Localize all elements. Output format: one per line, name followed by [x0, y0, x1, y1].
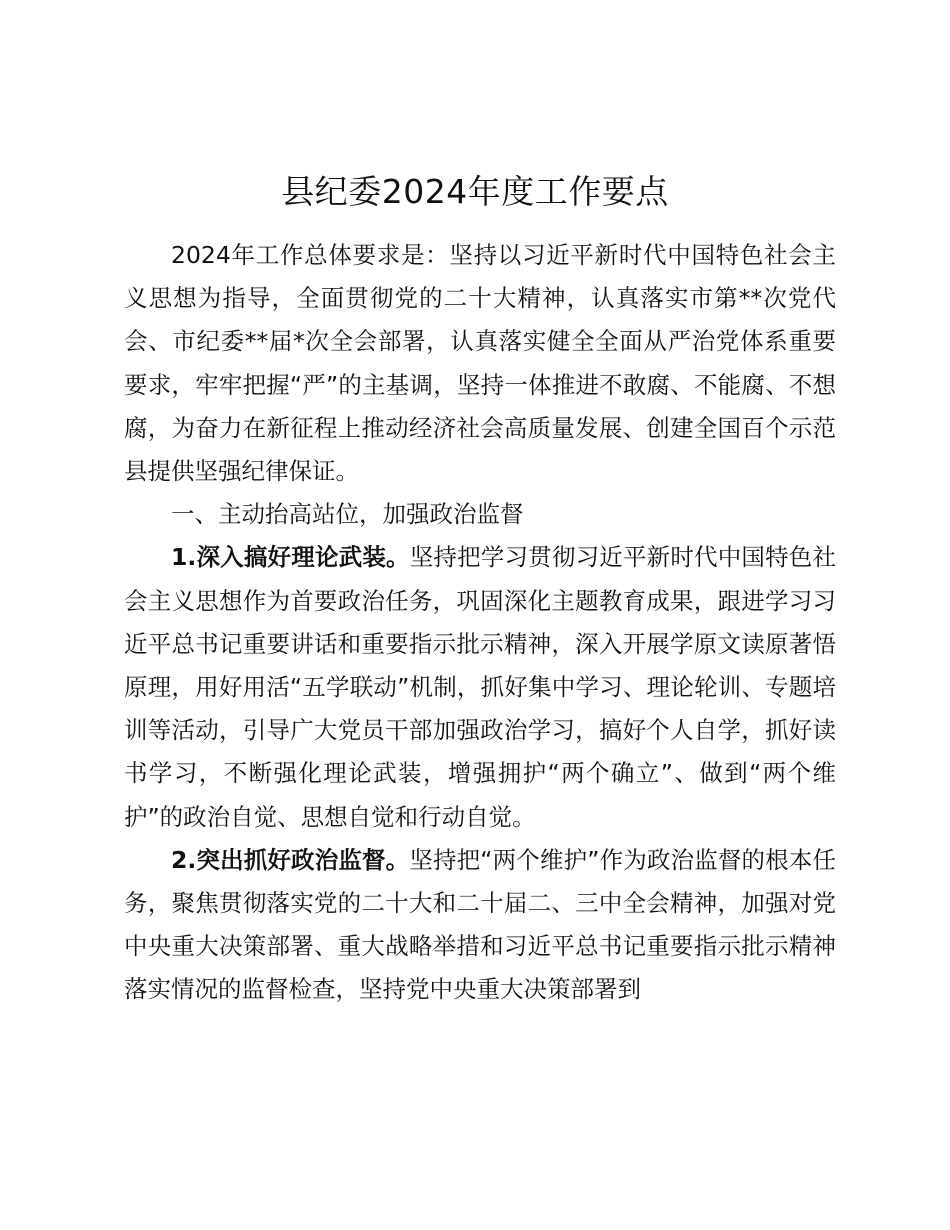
paragraph-text: 坚持把学习贯彻习近平新时代中国特色社会主义思想作为首要政治任务，巩固深化主题教育成果，跟进学习习近平总书记重要讲话和重要指示批示精神，深入开展学原文读原著悟原理，用好用活“五学联动”机制，抓好集中学习、理论轮训、专题培训等活动，引导广大党员干部加强政治学习，搞好个人自学，抓好读书学习，不断强化理论武装，增强拥护“两个确立”、做到“两个维护”的政治自觉、思想自觉和行动自觉。: [124, 543, 837, 831]
paragraph-item-2: [124, 839, 836, 1012]
paragraph-text: 2024年工作总体要求是：坚持以习近平新时代中国特色社会主义思想为指导，全面贯彻党的二十大精神，认真落实市第**次党代会、市纪委**届*次全会部署，认真落实健全全面从严治党体系重要要求，牢牢把握“严”的主基调，坚持一体推进不敢腐、不能腐、不想腐，为奋力在新征程上推动经济社会高质量发展、创建全国百个示范县提供坚强纪律保证。: [124, 241, 836, 486]
paragraph-item-1: [124, 536, 836, 838]
section-heading-text: 一、主动抬高站位，加强政治监督: [171, 500, 524, 529]
document-body: [124, 234, 836, 1012]
item-heading: 1.深入搞好理论武装。: [171, 543, 410, 572]
section-heading-1: [124, 493, 836, 536]
document-title: 县纪委2024年度工作要点: [281, 172, 669, 211]
paragraph-general-requirements: [124, 234, 836, 493]
item-heading: 2.突出抓好政治监督。: [171, 845, 410, 874]
paragraph-text: 坚持把“两个维护”作为政治监督的根本任务，聚焦贯彻落实党的二十大和二十届二、三中全会精神，加强对党中央重大决策部署、重大战略举措和习近平总书记重要指示批示精神落实情况的监督检查，坚持党中央重大决策部署到: [124, 845, 836, 1004]
